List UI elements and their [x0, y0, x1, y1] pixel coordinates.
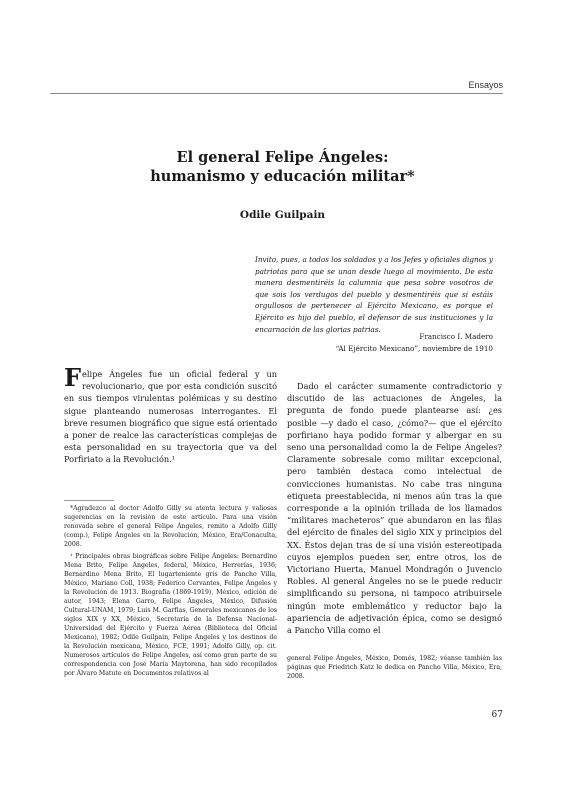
header-rule [50, 93, 503, 94]
epigraph-source: “Al Ejército Mexicano”, noviembre de 1910 [335, 343, 493, 353]
epigraph-attribution [336, 331, 493, 354]
body-paragraph: Dado el carácter sumamente contradictorio y discutido de las actuaciones de Ángeles, la pregunta de fondo puede plantearse así: ¿es posible —y dado el caso, ¿cómo?— que el ejército porfiriano haya podido formar y albergar en su seno una personalidad como la de Felipe Ángeles? Claramente sobresale como militar excepcional, pero también destaca como intelectual de convicciones humanistas. No cabe tras ninguna etiqueta preestablecida, ni menos aún tras la que corresponde a la opinión trillada de los llamados “militares macheteros” que abundaron en las filas del ejército de finales del siglo XIX y principios del XX. Éstos dejan tras de sí una visión estereotipada cuyos ejemplos pueden ser, entre otros, los de Victoriano Huerta, Manuel Mondragón o Juvencio Robles. Al general Ángeles no se le puede reducir simplificando su persona, ni tampoco atribuirsele ningún mote emblemático y reductor bajo la apariencia de adjetivación épica, como se designó a Pancho Villa como el [287, 381, 502, 636]
article-author: Odile Guilpain [239, 209, 326, 221]
title-line-1: El general Felipe Ángeles: [176, 149, 389, 166]
page-number: 67 [491, 710, 503, 720]
section-label: Ensayos [468, 80, 503, 90]
body-left-column [64, 363, 277, 466]
footnote-star: *Agradezco al doctor Adolfo Gilly su atenta lectura y valiosas sugerencias en la revisión de este artículo. Para una visión renovada sobre el general Felipe Ángeles, remito a Adolfo Gilly (comp.), Felipe Ángeles en la Revolución, México, Era/Conaculta, 2008. [64, 505, 277, 548]
epigraph-text: Invito, pues, a todos los soldados y a los Jefes y oficiales dignos y patriotas para que se unan desde luego al movimiento. De esta manera desmentiréis la calumnia que pesa sobre vosotros de que sois los verdugos del pueblo y desmentiréis que si estáis orgullosos de pertenecer al Ejército Mexicano, es porque el Ejército es hijo del pueblo, el defensor de sus instituciones y la encarnación de las glorias patrias. [255, 255, 493, 334]
footnote-continuation: general Felipe Ángeles, México, Domés, 1982; véanse también las páginas que Friedrich Katz le dedica en Pancho Villa, México, Era, 2008. [287, 655, 502, 680]
body-right-column [287, 380, 502, 636]
footnote-rule [64, 500, 114, 501]
title-line-2: humanismo y educación militar* [150, 168, 415, 185]
intro-paragraph: elipe Ángeles fue un oficial federal y un revolucionario, que por esta condición suscitó en sus tiempos virulentas polémicas y su destino sigue planteando numerosas interrogantes. El breve resumen biográfico que sigue está orientado a poner de realce las características complejas de esta personalidad en su trayectoria que va del Porfiriato a la Revolución.¹ [64, 369, 277, 465]
epigraph-author: Francisco I. Madero [419, 332, 493, 341]
drop-cap: F [64, 363, 82, 392]
footnote-1: ¹ Principales obras biográficas sobre Felipe Ángeles: Bernardino Mena Brito, Felipe Ángeles, federal, México, Herrerías, 1936; Bernardino Mena Brito, El lugarteniente gris de Pancho Villa, México, Mariano Coll, 1938; Federico Cervantes, Felipe Ángeles y la Revolución de 1913. Biografía (1869-1919), México, edición de autor, 1943; Elena Garro, Felipe Ángeles, México, Difusión Cultural-UNAM, 1979; Luis M. Garfias, Generales mexicanos de los siglos XIX y XX, México, Secretaría de la Defensa Nacional-Universidad del Ejército y Fuerza Aérea (Biblioteca del Oficial Mexicano), 1982; Odile Guilpain, Felipe Ángeles y los destinos de la Revolución mexicana, México, FCE, 1991; Adolfo Gilly, op. cit. Numerosos artículos de Felipe Ángeles, así como gran parte de su correspondencia con José María Maytorena, han sido recopilados por Álvaro Matute en Documentos relativos al [64, 553, 277, 677]
footnotes-left [64, 504, 277, 681]
article-title [0, 148, 565, 186]
